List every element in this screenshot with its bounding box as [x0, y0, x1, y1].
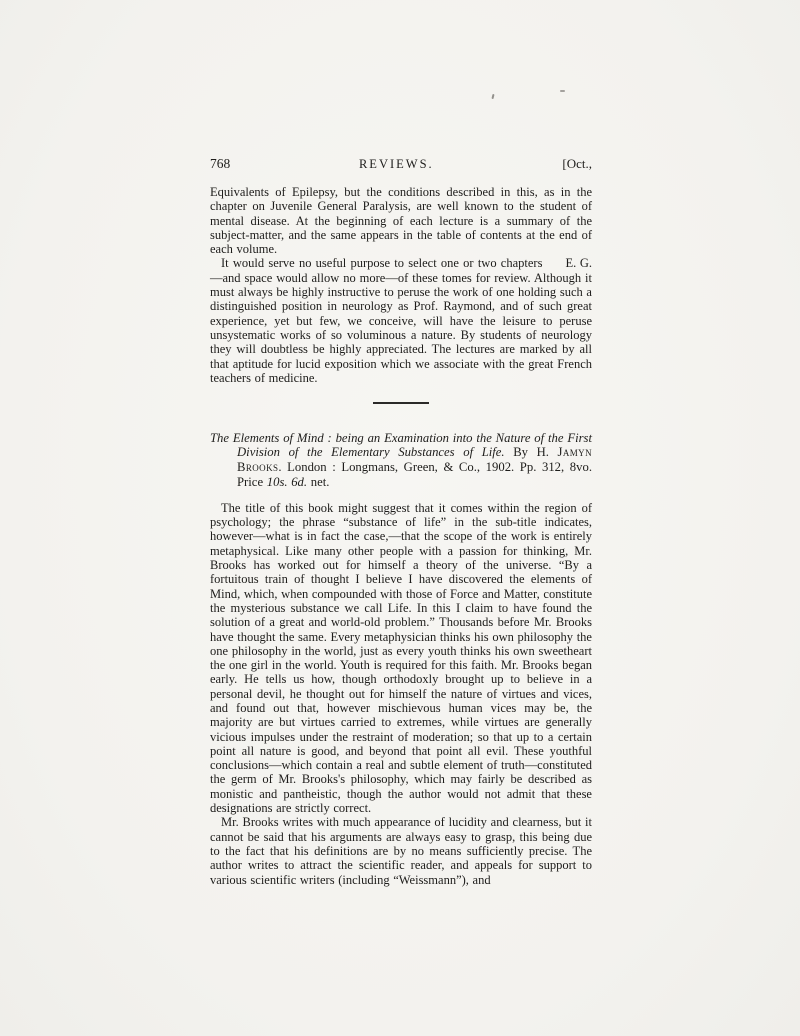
prev-review-paragraph-text: It would serve no useful purpose to select one or two chapters—and space would allow no more—of these tomes for review. Although it must always be highly instructive to peruse the work of one holding such a distinguished position in neurology as Prof. Raymond, and of such great experience, yet but few, we conceive, will have the leisure to peruse unsystematic works of so voluminous a nature. By students of neurology they will doubtless be highly appreciated. The lectures are marked by all that aptitude for lucid exposition which we associate with the great French teachers of medicine. [210, 256, 592, 385]
page-content-column [210, 156, 592, 887]
review-paragraph: Mr. Brooks writes with much appearance of lucidity and clearness, but it cannot be said that his arguments are always easy to grasp, this being due to the fact that his definitions are by no means sufficiently precise. The author writes to attract the scientific reader, and appeals for support to various scientific writers (including “Weissmann”), and [210, 815, 592, 887]
book-price: 10s. 6d. [266, 475, 308, 490]
scan-artifact-speck [491, 94, 494, 99]
book-citation [210, 431, 592, 490]
section-title: REVIEWS. [358, 157, 434, 171]
book-price-net: net. [307, 475, 330, 490]
review-paragraph: The title of this book might suggest that it comes within the region of psychology; the phrase “substance of life” in the sub-title indicates, however—what is in fact the case,—that the scope of the work is entirely metaphysical. Like many other people with a passion for thinking, Mr. Brooks has worked out for himself a theory of the universe. “By a fortuitous train of thought I believe I have discovered the elements of Mind, which, when compounded with those of Force and Matter, constitute the mysterious substance we call Life. In this I claim to have found the solution of a great and world-old problem.” Thousands before Mr. Brooks have thought the same. Every metaphysician thinks his own philosophy the one philosophy in the world, just as every youth thinks his own sweetheart the one girl in the world. Youth is required for this faith. Mr. Brooks began early. He tells us how, though orthodoxly brought up to believe in a personal devil, he thought out for himself the nature of virtues and vices, and found out that, however mischievous human vices may be, the majority are but virtues carried to extremes, while virtues are generally vicious impulses under the restraint of moderation; so that up to a certain point all nature is good, and beyond that point all evil. These youthful conclusions—which contain a real and subtle element of truth—constituted the germ of Mr. Brooks's philosophy, which may fairly be described as monistic and pantheistic, though the author would not admit that these designations are strictly correct. [210, 500, 592, 816]
issue-date: [Oct., [562, 156, 592, 171]
prev-review-paragraph [210, 256, 592, 385]
section-divider-rule [373, 402, 429, 404]
page-number: 768 [210, 156, 231, 171]
book-author: Jamyn Brooks [237, 445, 592, 475]
scan-artifact-speck [560, 90, 565, 92]
book-byline: By H. [504, 445, 558, 460]
running-head [210, 156, 592, 172]
reviewer-signature: E. G. [565, 256, 592, 271]
book-title: The Elements of Mind : being an Examination into the Nature of the First Division of the Elementary Substances of Life. [210, 430, 592, 460]
book-publisher: . London : Longmans, Green, & Co., 1902. Pp. 312, 8vo. Price [237, 460, 592, 490]
prev-review-paragraph: Equivalents of Epilepsy, but the conditions described in this, as in the chapter on Juvenile General Paralysis, are well known to the student of mental disease. At the beginning of each lecture is a summary of the subject-matter, and the same appears in the table of contents at the end of each volume. [210, 185, 592, 257]
